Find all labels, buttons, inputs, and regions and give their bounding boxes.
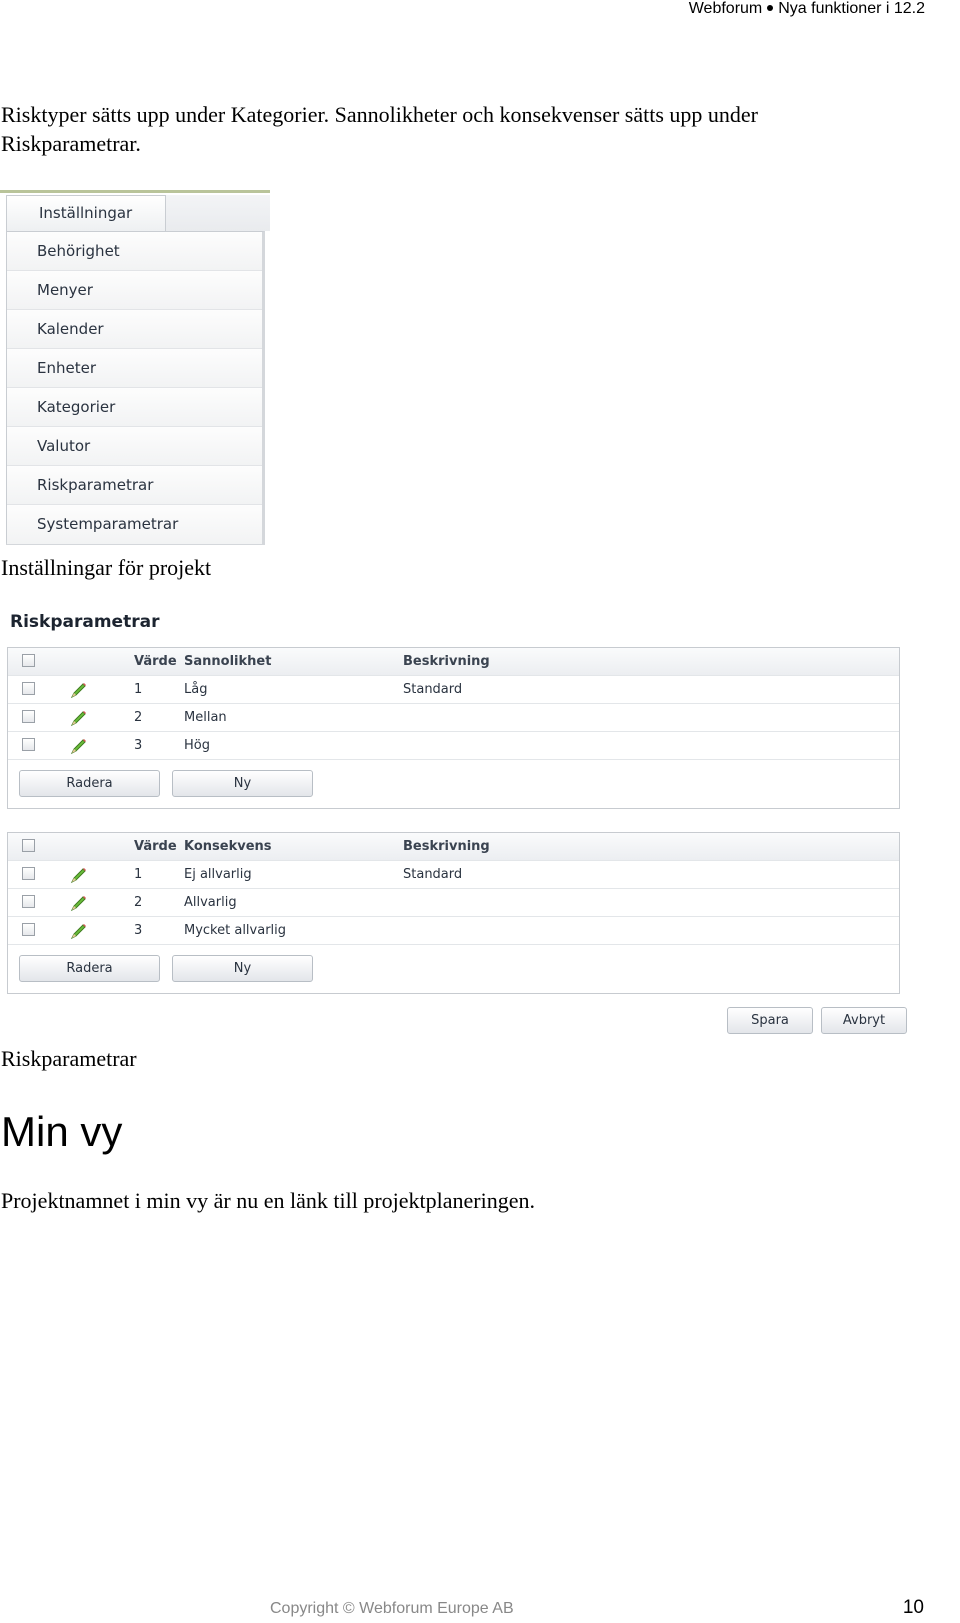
header-description: Beskrivning (403, 654, 490, 669)
menu-item-systemparametrar[interactable]: Systemparametrar (7, 505, 262, 544)
new-button[interactable]: Ny (172, 770, 313, 797)
row-value: 2 (134, 895, 143, 910)
row-value: 2 (134, 710, 143, 725)
row-value: 1 (134, 867, 143, 882)
menu-item-behorighet[interactable]: Behörighet (7, 232, 262, 271)
header-value: Värde (134, 839, 177, 854)
copyright-footer: Copyright © Webforum Europe AB (270, 1600, 514, 1617)
edit-pencil-icon[interactable] (68, 922, 88, 942)
menu-item-riskparametrar[interactable]: Riskparametrar (7, 466, 262, 505)
consequence-table (7, 832, 900, 994)
edit-pencil-icon[interactable] (68, 894, 88, 914)
row-checkbox[interactable] (22, 867, 35, 880)
table-row (8, 676, 899, 704)
header-probability: Sannolikhet (184, 654, 272, 669)
edit-pencil-icon[interactable] (68, 709, 88, 729)
menu-item-valutor[interactable]: Valutor (7, 427, 262, 466)
cancel-button[interactable]: Avbryt (821, 1007, 907, 1034)
row-name: Ej allvarlig (184, 867, 252, 882)
menu-top-border (0, 190, 270, 193)
row-name: Låg (184, 682, 208, 697)
bullet-icon (767, 5, 773, 11)
table-footer (8, 945, 899, 993)
save-button[interactable]: Spara (727, 1007, 813, 1034)
row-name: Allvarlig (184, 895, 237, 910)
caption-settings: Inställningar för projekt (1, 555, 212, 580)
header-product: Webforum (688, 0, 763, 17)
caption-riskparams: Riskparametrar (1, 1046, 137, 1071)
intro-paragraph: Risktyper sätts upp under Kategorier. Sannolikheter och konsekvenser sätts upp under Riskparametrar. (1, 102, 759, 156)
settings-tab[interactable]: Inställningar (6, 195, 166, 231)
menu-item-kategorier[interactable]: Kategorier (7, 388, 262, 427)
select-all-checkbox[interactable] (22, 839, 35, 852)
edit-pencil-icon[interactable] (68, 681, 88, 701)
row-description: Standard (403, 867, 463, 882)
table-row (8, 861, 899, 889)
row-checkbox[interactable] (22, 738, 35, 751)
menu-bar-background (166, 195, 270, 231)
probability-table (7, 647, 900, 809)
document-header (689, 0, 925, 18)
header-title: Nya funktioner i 12.2 (778, 0, 925, 17)
row-name: Mellan (184, 710, 227, 725)
settings-dropdown (6, 231, 265, 545)
row-checkbox[interactable] (22, 710, 35, 723)
edit-pencil-icon[interactable] (68, 866, 88, 886)
menu-item-menyer[interactable]: Menyer (7, 271, 262, 310)
header-consequence: Konsekvens (184, 839, 272, 854)
row-description: Standard (403, 682, 463, 697)
menu-item-enheter[interactable]: Enheter (7, 349, 262, 388)
section-paragraph: Projektnamnet i min vy är nu en länk till projektplaneringen. (1, 1188, 535, 1213)
table-row (8, 917, 899, 945)
settings-menu-screenshot (0, 190, 270, 552)
row-value: 1 (134, 682, 143, 697)
select-all-checkbox[interactable] (22, 654, 35, 667)
menu-item-kalender[interactable]: Kalender (7, 310, 262, 349)
row-value: 3 (134, 923, 143, 938)
row-checkbox[interactable] (22, 923, 35, 936)
header-value: Värde (134, 654, 177, 669)
page-number: 10 (902, 1597, 924, 1618)
table-footer (8, 760, 899, 808)
delete-button[interactable]: Radera (19, 770, 160, 797)
section-heading: Min vy (1, 1108, 123, 1155)
delete-button[interactable]: Radera (19, 955, 160, 982)
row-checkbox[interactable] (22, 682, 35, 695)
new-button[interactable]: Ny (172, 955, 313, 982)
edit-pencil-icon[interactable] (68, 737, 88, 757)
row-name: Mycket allvarlig (184, 923, 287, 938)
table-row (8, 732, 899, 760)
row-checkbox[interactable] (22, 895, 35, 908)
riskparams-title: Riskparametrar (10, 612, 160, 632)
table-row (8, 889, 899, 917)
table-header (8, 648, 899, 676)
row-name: Hög (184, 738, 210, 753)
table-row (8, 704, 899, 732)
table-header (8, 833, 899, 861)
row-value: 3 (134, 738, 143, 753)
header-description: Beskrivning (403, 839, 490, 854)
